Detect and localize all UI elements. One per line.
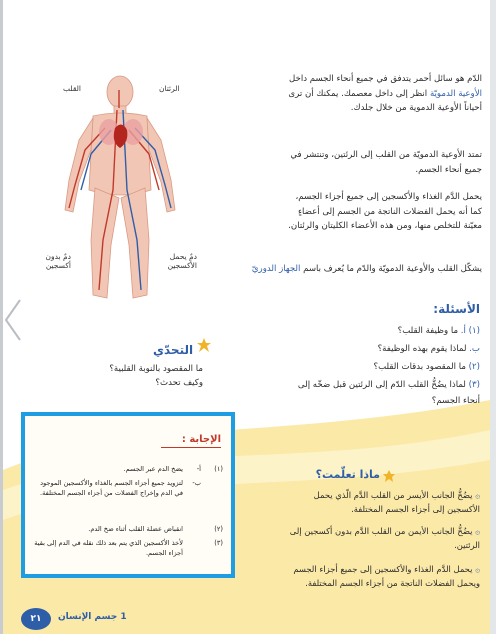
learned-item-2: ۞ يضُخُّ الجانب الأيمن من القلب الدَّم بدون أكسجين إلى — [289, 526, 480, 536]
previous-page-arrow-icon[interactable] — [2, 298, 24, 342]
challenge-title: التحدّي — [153, 343, 194, 357]
question-1a: (١) أ. ما وظيفة القلب؟ — [397, 326, 480, 336]
page-edge-right — [490, 0, 496, 634]
vessels-link[interactable]: الأوعية الدمويّة — [429, 88, 482, 99]
question-3-cont: أنحاء الجسم؟ — [431, 396, 480, 406]
label-heart: القلب — [63, 84, 82, 93]
unit-title: 1 جسم الإنسان — [58, 612, 127, 622]
challenge-text: ما المقصود بالنوبة القلبية؟ وكيف تحدث؟ — [109, 364, 203, 388]
book-page — [3, 0, 490, 634]
learned-item-3-cont: ويحمل الفضلات الناتجة من أجزاء الجسم المختلفة. — [305, 578, 480, 588]
answer-row-2: (٢) انقباض عضلة القلب أثناء ضخ الدم. — [88, 525, 223, 533]
paragraph-2: تمتد الأوعية الدمويّة من القلب إلى الرئتين، وتنتشر في جميع أنحاء الجسم. — [290, 150, 482, 175]
questions-title: الأسئلة: — [433, 302, 480, 316]
star-icon — [197, 338, 211, 352]
question-1b: ب. لماذا يقوم بهذه الوظيفة؟ — [377, 344, 480, 354]
label-lungs: الرئتان — [159, 84, 180, 93]
answer-title: الإجابة : — [181, 434, 221, 445]
learned-item-1: ۞ يضُخُّ الجانب الأيسر من القلب الدَّم الّذي يحمل — [313, 490, 480, 500]
star-icon-small — [383, 470, 395, 482]
answer-row-1a: (١) أ- يضخ الدم عبر الجسم. — [123, 465, 223, 473]
learned-item-1-cont: الأكسجين إلى أجزاء الجسم المختلفة. — [351, 504, 480, 514]
learned-item-3: ۞ يحمل الدَّم الغذاء والأكسجين إلى جميع أجزاء الجسم — [293, 564, 480, 574]
question-3: (٣) لماذا يضُخُّ القلب الدّم إلى الرئتين قبل ضخّه إلى — [297, 380, 480, 390]
circulatory-system-link[interactable]: الجهاز الدوريّ — [251, 264, 301, 274]
paragraph-1: الدّم هو سائل أحمر يتدفق في جميع أنحاء الجسم داخل الأوعية الدمويّة انظر إلى داخل معصمك. يمكنك أن ترى أحياناً الأوعية الدموية من خلال جلدك. — [288, 74, 482, 113]
answer-box — [21, 412, 235, 578]
answer-row-3: (٣) لأخذ الأكسجين الذي يتم بعد ذلك نقله في الدم إلى بقية أجزاء الجسم. — [34, 539, 223, 557]
human-body-illustration — [45, 70, 195, 310]
question-2: (٢) ما المقصود بدقات القلب؟ — [373, 362, 480, 372]
learned-item-2-cont: الرئتين. — [454, 540, 480, 550]
label-blood-with-oxygen: دمٌ يحمل الأكسجين — [167, 252, 197, 270]
circulatory-figure — [45, 70, 195, 310]
page-number-badge: ٢١ — [21, 608, 51, 630]
label-blood-without-oxygen: دمٌ بدون أكسجين — [45, 252, 71, 270]
answer-row-1b: ب- لتزويد جميع أجزاء الجسم بالغذاء والأكسجين الموجود في الدم وإخراج الفضلات من أجزاء الجسم المختلفة. — [39, 479, 201, 497]
paragraph-3: يحمل الدَّم الغذاء والأكسجين إلى جميع أجزاء الجسم، كما أنه يحمل الفضلات الناتجة من الجسم إلى أعضاءٍ معيّنة للتخلص منها، ومن هذه الأعضاء الكليتان والرئتان. — [288, 192, 482, 231]
learned-title: ماذا تعلّمت؟ — [315, 468, 380, 481]
paragraph-4: يشكّل القلب والأوعية الدمويّة والدّم ما يُعرف باسم الجهاز الدوريّ — [251, 264, 482, 274]
